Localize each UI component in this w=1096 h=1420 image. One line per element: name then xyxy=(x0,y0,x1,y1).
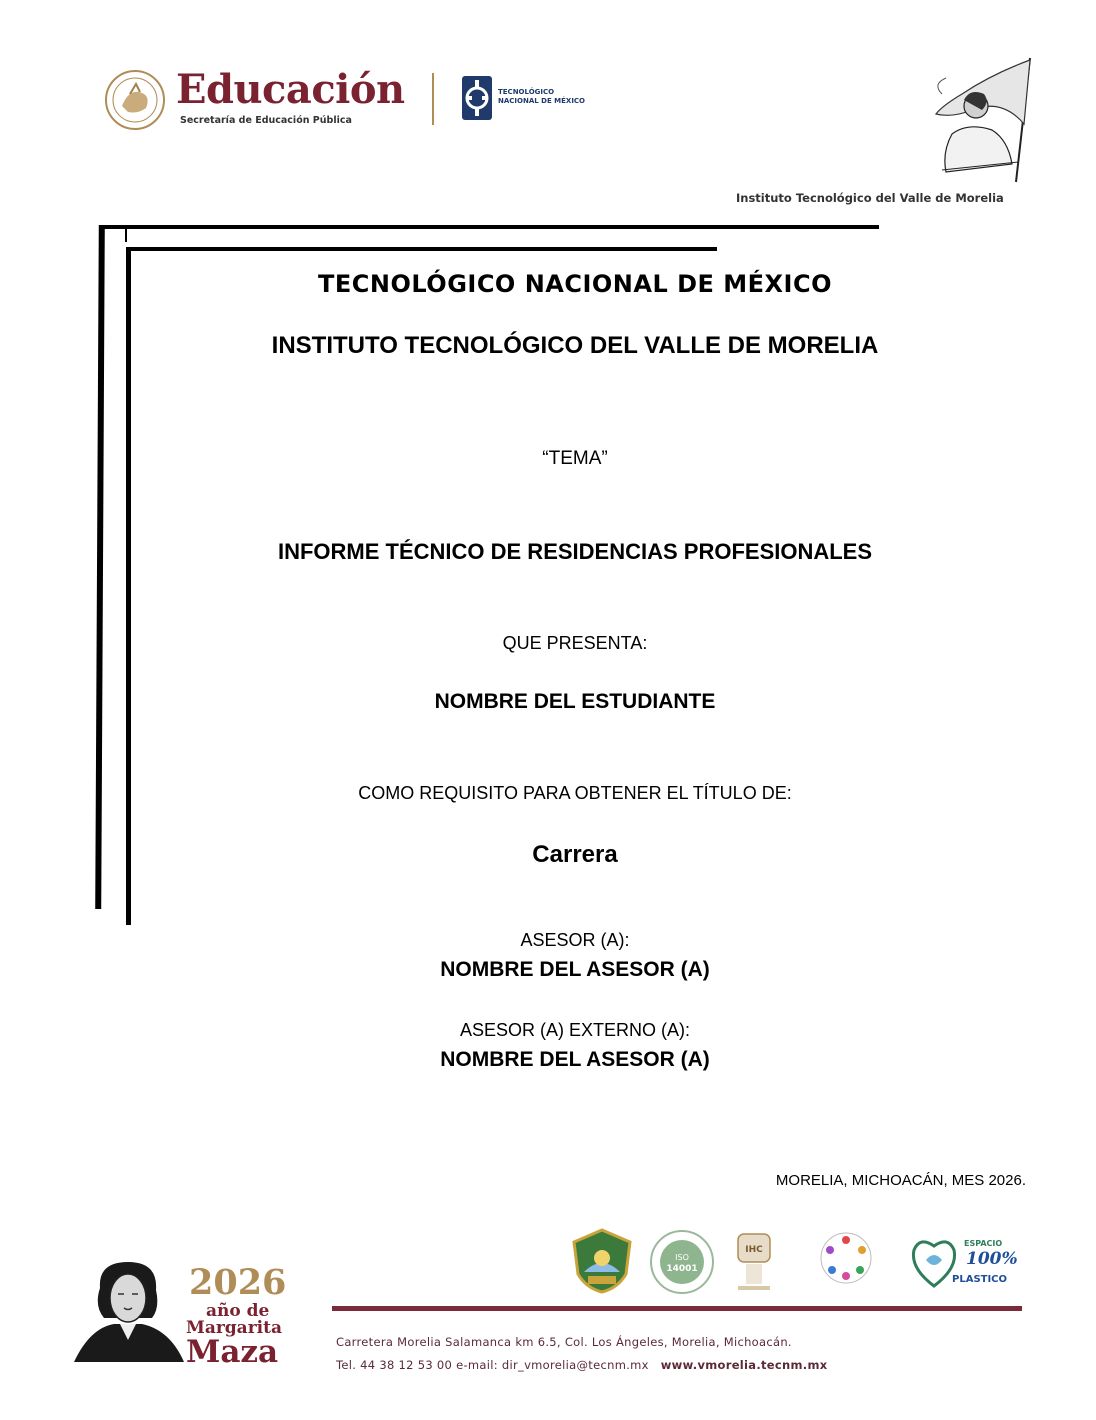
requirement-label: COMO REQUISITO PARA OBTENER EL TÍTULO DE: xyxy=(358,783,792,803)
advisor-name: NOMBRE DEL ASESOR (A) xyxy=(440,958,710,981)
tecnm-gear-logo xyxy=(458,72,496,124)
frame-left-inner xyxy=(126,247,131,925)
itvm-flag-illustration xyxy=(912,54,1037,184)
footer-contact: Tel. 44 38 12 53 00 e-mail: dir_vmorelia@tecnm.mx xyxy=(336,1358,649,1372)
external-advisor-label: ASESOR (A) EXTERNO (A): xyxy=(459,1020,691,1040)
tecnm-wordmark xyxy=(498,88,585,106)
tecnm-line2: NACIONAL DE MÉXICO xyxy=(498,97,586,105)
title-institute: INSTITUTO TECNOLÓGICO DEL VALLE DE MORELIA xyxy=(271,332,879,359)
tecnm-line1: TECNOLÓGICO xyxy=(498,88,555,96)
iso-label: ISO xyxy=(675,1253,689,1262)
title-tecnm: TECNOLÓGICO NACIONAL DE MÉXICO xyxy=(317,270,833,298)
presents-label: QUE PRESENTA: xyxy=(502,633,648,653)
year-line3: Maza xyxy=(186,1334,279,1370)
career: Carrera xyxy=(532,841,618,868)
margarita-maza-portrait xyxy=(70,1258,186,1364)
year-line1: año de xyxy=(206,1301,270,1321)
year-line2: Margarita xyxy=(186,1318,282,1338)
place-date: MORELIA, MICHOACÁN, MES 2026. xyxy=(775,1172,1026,1189)
student-name: NOMBRE DEL ESTUDIANTE xyxy=(434,690,716,713)
plastic-top-text: ESPACIO xyxy=(964,1239,1003,1248)
frame-tick xyxy=(125,228,127,242)
header-divider xyxy=(432,73,434,125)
footer-bar xyxy=(332,1306,1022,1311)
certification-badge xyxy=(728,1230,780,1294)
svg-text:IHC: IHC xyxy=(745,1245,763,1255)
external-advisor-name: NOMBRE DEL ASESOR (A) xyxy=(440,1048,710,1071)
advisor-label: ASESOR (A): xyxy=(520,930,630,950)
plastic-free-badge xyxy=(904,1230,1018,1294)
plastic-word: PLASTICO xyxy=(952,1274,1008,1285)
footer-contact-line xyxy=(336,1358,827,1372)
institute-caption: Instituto Tecnológico del Valle de Morelia xyxy=(736,191,1004,205)
iso-number: 14001 xyxy=(666,1264,698,1274)
plastic-percent: 100% xyxy=(966,1249,1018,1269)
iso-14001-badge xyxy=(648,1228,716,1296)
report-type: INFORME TÉCNICO DE RESIDENCIAS PROFESIONALES xyxy=(277,539,873,564)
mexico-seal-logo xyxy=(100,68,170,132)
frame-top-outer xyxy=(104,225,879,229)
sep-title: Educación xyxy=(176,66,405,113)
frame-top-inner xyxy=(128,247,717,251)
sep-subtitle: Secretaría de Educación Pública xyxy=(180,115,352,126)
year-number: 2026 xyxy=(189,1262,287,1303)
itvm-shield-logo xyxy=(570,1228,634,1294)
topic: “TEMA” xyxy=(542,448,608,469)
equity-network-badge xyxy=(818,1230,874,1286)
frame-left-outer xyxy=(95,225,105,909)
footer-website[interactable]: www.vmorelia.tecnm.mx xyxy=(660,1358,828,1372)
footer-address: Carretera Morelia Salamanca km 6.5, Col. Los Ángeles, Morelia, Michoacán. xyxy=(336,1335,792,1349)
